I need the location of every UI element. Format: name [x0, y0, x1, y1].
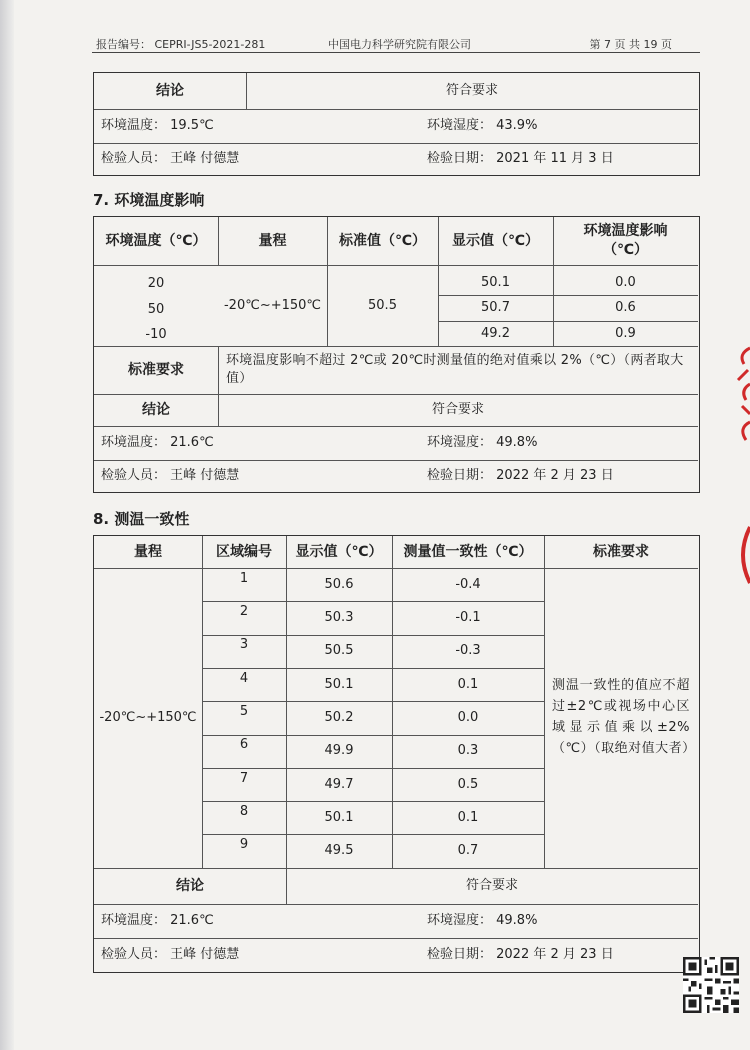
header-range: 量程 — [258, 232, 287, 249]
red-seal-fragment-icon — [734, 340, 750, 450]
header-standard-value: 标准值（℃） — [339, 232, 426, 249]
display-value-cell: 50.1 — [481, 275, 510, 291]
header-display-value: 显示值（℃） — [295, 543, 383, 560]
ambient-temp-cell: 50 — [147, 302, 165, 318]
header-zone-number: 区域编号 — [216, 543, 272, 560]
consistency-cell: 0.3 — [457, 743, 479, 759]
header-ambient-temp: 环境温度（℃） — [105, 232, 207, 249]
page-binding-edge — [0, 0, 14, 1050]
row-divider — [202, 701, 544, 702]
environment-temperature: 环境温度： 21.6℃ — [101, 913, 214, 929]
row-divider — [202, 735, 544, 736]
environment-humidity: 环境湿度： 49.8% — [427, 435, 538, 451]
conclusion-value: 符合要求 — [445, 83, 498, 99]
row-divider — [202, 801, 544, 802]
display-value-cell: 50.1 — [324, 809, 354, 825]
page-number: 第 7 页 共 19 页 — [589, 38, 672, 51]
display-value-cell: 50.7 — [481, 300, 510, 316]
ambient-temp-cell: 20 — [147, 276, 165, 292]
display-value-cell: 50.2 — [324, 710, 354, 726]
display-value-cell: 49.7 — [324, 776, 354, 792]
inspection-date: 检验日期： 2022 年 2 月 23 日 — [427, 467, 614, 483]
requirement-text: 测温一致性的值应不超过±2℃或视场中心区域显示值乘以±2%（℃）（取绝对值大者） — [552, 678, 696, 756]
conclusion-label: 结论 — [176, 877, 204, 894]
section-7-title: 7. 环境温度影响 — [93, 191, 205, 209]
temp-effect-cell: 0.0 — [615, 275, 636, 291]
display-value-cell: 50.1 — [324, 676, 354, 692]
display-value-cell: 49.2 — [481, 325, 510, 341]
zone-number-cell: 7 — [239, 770, 249, 786]
zone-number-cell: 1 — [239, 570, 249, 586]
inspectors: 检验人员： 王峰 付德慧 — [101, 467, 240, 483]
ambient-temperature-table — [93, 216, 700, 493]
header-display-value: 显示值（℃） — [452, 232, 539, 249]
header-requirement: 标准要求 — [593, 543, 649, 560]
consistency-cell: 0.0 — [457, 710, 479, 726]
previous-test-table — [93, 72, 700, 176]
inspection-date: 检验日期： 2022 年 2 月 23 日 — [427, 946, 614, 962]
environment-temperature: 环境温度： 19.5℃ — [101, 118, 214, 134]
conclusion-value: 符合要求 — [431, 402, 484, 418]
row-divider — [202, 668, 544, 669]
display-value-cell: 50.3 — [324, 610, 354, 626]
row-divider — [202, 635, 544, 636]
zone-number-cell: 4 — [239, 670, 249, 686]
zone-number-cell: 9 — [239, 837, 249, 853]
row-divider — [202, 768, 544, 769]
consistency-cell: -0.3 — [455, 643, 481, 659]
temp-effect-cell: 0.9 — [615, 325, 636, 341]
header-temp-effect: 环境温度影响（℃） — [583, 223, 668, 258]
zone-number-cell: 8 — [239, 803, 249, 819]
ambient-temp-cell: -10 — [145, 326, 167, 342]
zone-number-cell: 2 — [239, 604, 249, 620]
temp-effect-cell: 0.6 — [615, 300, 636, 316]
consistency-cell: 0.5 — [457, 776, 479, 792]
display-value-cell: 49.5 — [324, 843, 354, 859]
header-range: 量程 — [134, 543, 162, 560]
inspection-date: 检验日期： 2021 年 11 月 3 日 — [427, 151, 614, 167]
conclusion-label: 结论 — [142, 401, 170, 418]
consistency-cell: 0.1 — [457, 676, 479, 692]
consistency-cell: 0.1 — [457, 809, 479, 825]
display-value-cell: 49.9 — [324, 743, 354, 759]
requirement-label: 标准要求 — [128, 361, 184, 378]
environment-humidity: 环境湿度： 43.9% — [427, 118, 538, 134]
row-divider — [202, 834, 544, 835]
standard-value-cell: 50.5 — [368, 297, 397, 313]
environment-temperature: 环境温度： 21.6℃ — [101, 435, 214, 451]
report-number: 报告编号： CEPRI-JS5-2021-281 — [96, 38, 266, 51]
red-seal-arc-icon — [736, 525, 750, 585]
page-header — [92, 36, 700, 53]
consistency-cell: 0.7 — [457, 843, 479, 859]
range-cell: -20℃~+150℃ — [99, 710, 197, 726]
zone-number-cell: 3 — [239, 637, 249, 653]
inspectors: 检验人员： 王峰 付德慧 — [101, 151, 240, 167]
row-divider — [202, 601, 544, 602]
conclusion-value: 符合要求 — [465, 878, 518, 894]
requirement-text: 环境温度影响不超过 2℃或 20℃时测量值的绝对值乘以 2%（℃）（两者取大值） — [226, 353, 684, 386]
organization-name: 中国电力科学研究院有限公司 — [328, 38, 471, 51]
zone-number-cell: 5 — [239, 704, 249, 720]
header-consistency: 测量值一致性（℃） — [403, 543, 533, 560]
consistency-cell: -0.1 — [455, 610, 481, 626]
environment-humidity: 环境湿度： 49.8% — [427, 913, 538, 929]
consistency-cell: -0.4 — [455, 576, 481, 592]
section-8-title: 8. 测温一致性 — [93, 510, 190, 528]
range-cell: -20℃~+150℃ — [223, 297, 322, 313]
temperature-consistency-table — [93, 535, 700, 973]
display-value-cell: 50.5 — [324, 643, 354, 659]
qr-code-icon — [683, 957, 739, 1013]
conclusion-label: 结论 — [156, 82, 184, 99]
display-value-cell: 50.6 — [324, 576, 354, 592]
inspectors: 检验人员： 王峰 付德慧 — [101, 946, 240, 962]
zone-number-cell: 6 — [239, 737, 249, 753]
